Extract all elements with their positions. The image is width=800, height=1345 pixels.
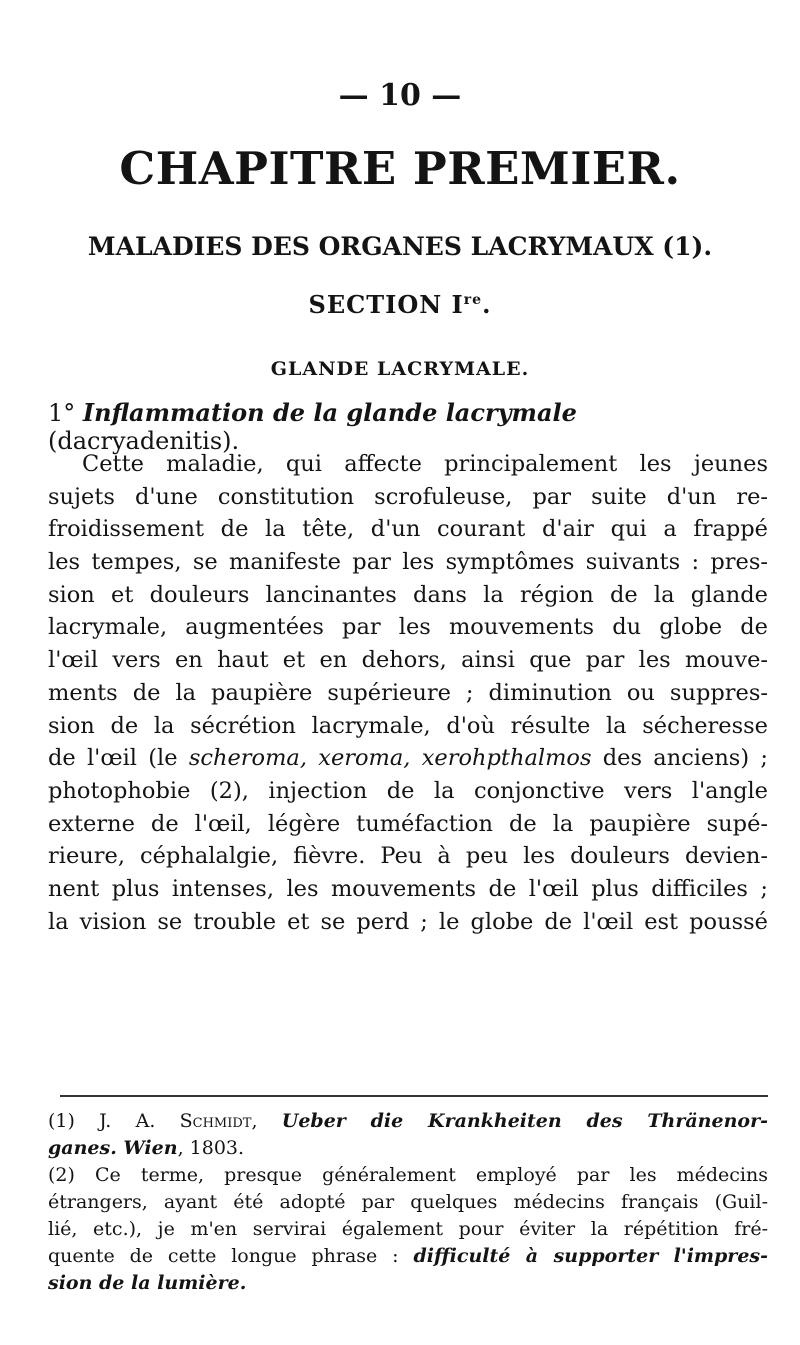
heading-number: 1°: [48, 399, 76, 427]
article-heading: [48, 398, 768, 455]
footnote-1-line: [48, 1135, 768, 1162]
text-line: [48, 742, 768, 775]
footnote-rule: [60, 1095, 768, 1097]
footnote-1-year: , 1803.: [177, 1137, 245, 1159]
footnote-1-sep: ,: [251, 1110, 282, 1132]
heading-latin: (dacryadenitis).: [48, 427, 240, 455]
section-end: .: [482, 290, 492, 319]
footnote-2-line: (2) Ce terme, presque généralement employé par les médecins: [48, 1164, 768, 1186]
text-line: les tempes, se manifeste par les symptômes suivants : pres-: [48, 549, 768, 576]
footnote-1-line: [48, 1108, 768, 1135]
text-line: nent plus intenses, les mouvements de l'œil plus difficiles ;: [48, 875, 768, 902]
line-pre: de l'œil (le: [48, 745, 189, 772]
text-line: photophobie (2), injection de la conjonctive vers l'angle: [48, 777, 768, 804]
footnote-2-line: étrangers, ayant été adopté par quelques médecins français (Guil-: [48, 1191, 768, 1213]
chapter-title: CHAPITRE PREMIER.: [119, 142, 681, 195]
chapter-subtitle: MALADIES DES ORGANES LACRYMAUX (1).: [87, 232, 713, 261]
text-line: rieure, céphalalgie, fièvre. Peu à peu les douleurs devien-: [48, 843, 768, 870]
footnote-2-line: [48, 1243, 768, 1270]
text-line: sujets d'une constitution scrofuleuse, par suite d'un re-: [48, 483, 768, 510]
footnote-1-title-cont: ganes. Wien: [48, 1137, 178, 1159]
text-line: froidissement de la tête, d'un courant d'air qui a frappé: [48, 516, 768, 543]
footnote-1-title: Ueber die Krankheiten des Thränenor-: [281, 1110, 768, 1132]
text-line: ments de la paupière supérieure ; diminution ou suppres-: [48, 679, 768, 706]
footnote-2-definition-cont: sion de la lumière.: [48, 1272, 247, 1294]
footnote-2-text: quente de cette longue phrase :: [48, 1245, 414, 1267]
ancient-terms: scheroma, xeroma, xerohpthalmos: [188, 745, 592, 772]
footnote-2-line: [48, 1270, 768, 1297]
text-line: externe de l'œil, légère tuméfaction de la paupière supé-: [48, 810, 768, 837]
text-line: sion et douleurs lancinantes dans la région de la glande: [48, 581, 768, 608]
subsection-title: GLANDE LACRYMALE.: [270, 358, 530, 380]
body-text: [48, 448, 768, 938]
section-title: [0, 290, 800, 319]
footnote-1-author: Schmidt: [179, 1110, 252, 1132]
text-line: la vision se trouble et se perd ; le globe de l'œil est poussé: [48, 908, 768, 935]
footnote-2-definition: difficulté à supporter l'impres-: [413, 1245, 768, 1267]
footnote-2-line: lié, etc.), je m'en servirai également pour éviter la répétition fré-: [48, 1218, 768, 1240]
section-ordinal: re: [463, 292, 483, 308]
section-label: SECTION I: [308, 290, 464, 319]
page-number: — 10 —: [338, 78, 462, 113]
footnote-1-marker: (1) J. A.: [48, 1110, 180, 1132]
text-line: l'œil vers en haut et en dehors, ainsi que par les mouve-: [48, 647, 768, 674]
heading-title: Inflammation de la glande lacrymale: [82, 398, 577, 427]
text-line: lacrymale, augmentées par les mouvements du globe de: [48, 614, 768, 641]
footnotes: [48, 1108, 768, 1297]
line-post: des anciens) ;: [591, 745, 768, 772]
text-line: Cette maladie, qui affecte principalement les jeunes: [82, 451, 768, 477]
text-line: sion de la sécrétion lacrymale, d'où résulte la sécheresse: [48, 712, 768, 739]
